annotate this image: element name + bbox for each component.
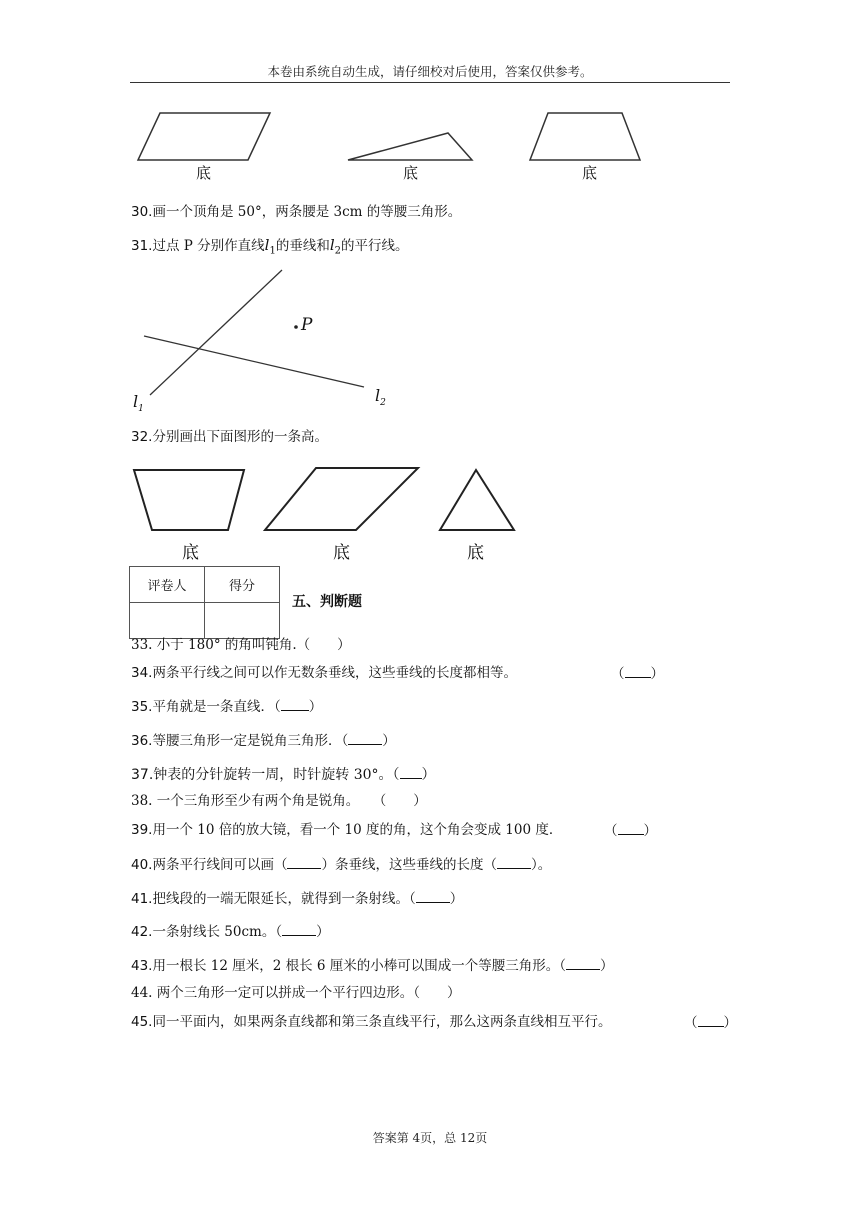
question-40: 40.两条平行线间可以画（ ）条垂线，这些垂线的长度（ ）。: [131, 857, 552, 873]
answer-blank[interactable]: [566, 956, 600, 970]
score-table: [129, 566, 280, 639]
grader-cell[interactable]: [130, 603, 205, 639]
page-header: 本卷由系统自动生成，请仔细校对后使用，答案仅供参考。: [267, 64, 593, 79]
question-41: 41.把线段的一端无限延长，就得到一条射线。（ ）: [131, 891, 464, 907]
question-32: 32.分别画出下面图形的一条高。: [131, 429, 328, 445]
line-l1-label: $l_1$: [133, 392, 144, 415]
question-44: 44. 两个三角形一定可以拼成一个平行四边形。（ ）: [131, 985, 461, 1001]
section-title: 五、判断题: [292, 594, 362, 610]
answer-blank[interactable]: [625, 664, 651, 678]
answer-blank[interactable]: [348, 731, 382, 745]
answer-blank[interactable]: [416, 889, 450, 903]
line-l2-label: $l_2$: [375, 386, 386, 409]
question-38: 38. 一个三角形至少有两个角是锐角。 （ ）: [131, 793, 427, 809]
line-l2: [144, 336, 364, 387]
obtuse-triangle-shape: [348, 133, 472, 160]
trapezoid-shape: [134, 470, 244, 530]
question-39: 39.用一个 10 倍的放大镜，看一个 10 度的角，这个角会变成 100 度． （ ）: [131, 822, 657, 839]
base-label: 底: [403, 164, 419, 182]
top-shapes-figure: [130, 105, 750, 185]
question-42: 42.一条射线长 50cm。（ ）: [131, 924, 330, 940]
question-35: 35.平角就是一条直线．（ ）: [131, 699, 323, 715]
question-43: 43.用一根长 12 厘米，2 根长 6 厘米的小棒可以围成一个等腰三角形。（ ）: [131, 958, 614, 974]
question-33: 33. 小于 180° 的角叫钝角.（ ）: [131, 637, 351, 653]
parallelogram-shape: [138, 113, 270, 160]
question-31: 31.过点 P 分别作直线$l_1$的垂线和$l_2$的平行线。: [131, 236, 409, 257]
score-cell[interactable]: [205, 603, 280, 639]
score-header: 得分: [205, 567, 280, 603]
base-label: 底: [196, 164, 212, 182]
question-45: 45.同一平面内，如果两条直线都和第三条直线平行，那么这两条直线相互平行。 （ ）: [131, 1014, 737, 1031]
question-37: 37.钟表的分针旋转一周，时针旋转 30°。（ ）: [131, 767, 436, 783]
answer-blank[interactable]: [282, 922, 316, 936]
question-34: 34.两条平行线之间可以作无数条垂线，这些垂线的长度都相等。 （ ）: [131, 665, 664, 682]
page-footer: 答案第 4页，总 12页: [372, 1131, 488, 1145]
question-30: 30.画一个顶角是 50°，两条腰是 3cm 的等腰三角形。: [131, 204, 462, 220]
header-divider: [130, 82, 730, 83]
trapezoid-shape: [530, 113, 640, 160]
base-label: 底: [333, 543, 350, 563]
answer-blank[interactable]: [497, 855, 531, 869]
parallelogram-shape: [265, 468, 418, 530]
answer-blank[interactable]: [400, 765, 422, 779]
base-label: 底: [467, 543, 484, 563]
answer-blank[interactable]: [281, 697, 309, 711]
answer-blank[interactable]: [287, 855, 321, 869]
base-label: 底: [582, 164, 598, 182]
grader-header: 评卷人: [130, 567, 205, 603]
base-label: 底: [182, 543, 199, 563]
point-p: [294, 325, 298, 329]
answer-blank[interactable]: [698, 1013, 724, 1027]
question-36: 36.等腰三角形一定是锐角三角形．（ ）: [131, 733, 396, 749]
point-p-label: P: [301, 315, 313, 335]
height-shapes-figure: [130, 462, 530, 537]
answer-blank[interactable]: [618, 821, 644, 835]
lines-figure: [130, 265, 380, 415]
line-l1: [150, 270, 282, 395]
triangle-shape: [440, 470, 514, 530]
